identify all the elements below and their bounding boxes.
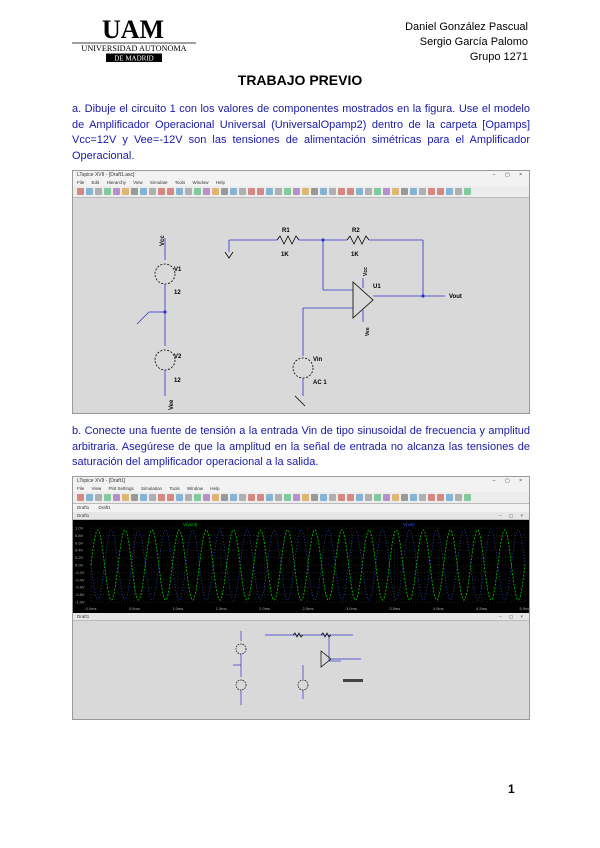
toolbar-tool-icon[interactable] [338, 188, 345, 195]
toolbar-tool-icon[interactable] [329, 494, 336, 501]
toolbar-tool-icon[interactable] [167, 188, 174, 195]
toolbar-tool-icon[interactable] [257, 188, 264, 195]
toolbar-tool-icon[interactable] [194, 494, 201, 501]
toolbar-tool-icon[interactable] [113, 494, 120, 501]
menu-help[interactable]: Help [215, 180, 226, 185]
logo-line1: UNIVERSIDAD AUTONOMA [81, 44, 187, 53]
toolbar-tool-icon[interactable] [419, 188, 426, 195]
ltspice-simulation-screenshot [72, 476, 530, 720]
toolbar-tool-icon[interactable] [158, 494, 165, 501]
toolbar-tool-icon[interactable] [248, 494, 255, 501]
toolbar-tool-icon[interactable] [176, 494, 183, 501]
menu-edit[interactable]: Edit [91, 180, 100, 185]
toolbar-tool-icon[interactable] [86, 188, 93, 195]
logo-line2: DE MADRID [114, 54, 154, 63]
pane-controls[interactable]: – ▢ × [499, 513, 526, 518]
toolbar-tool-icon[interactable] [293, 188, 300, 195]
toolbar-tool-icon[interactable] [239, 188, 246, 195]
toolbar-tool-icon[interactable] [401, 188, 408, 195]
x-tick-label: 0.0ms [85, 606, 97, 611]
toolbar-tool-icon[interactable] [113, 188, 120, 195]
menu-help-2[interactable]: Help [210, 486, 220, 491]
x-tick-label: 4.0ms [432, 606, 444, 611]
waveform-plot[interactable] [73, 520, 529, 613]
toolbar-tool-icon[interactable] [95, 188, 102, 195]
tab-schematic[interactable]: Draft1 [98, 505, 111, 510]
toolbar-tool-icon[interactable] [140, 494, 147, 501]
label-vout: Vout [449, 294, 462, 300]
toolbar-tool-icon[interactable] [104, 494, 111, 501]
y-tick-label: 1.0V [75, 525, 84, 531]
x-tick-label: 2.5ms [302, 606, 314, 611]
y-tick-label: 0.0V [75, 562, 84, 568]
section-a-text: a. Dibuje el circuito 1 con los valores de componentes mostrados en la figura. Use el modelo de Amplificador Operacional Universal (UniversalOpamp2) dentro de la carpeta [Opamps] Vcc=12V y Vee=-12V son las tensiones de alimentación simétricas para el Amplificador Operacional. [72, 103, 530, 162]
toolbar-tool-icon[interactable] [266, 494, 273, 501]
toolbar-tool-icon[interactable] [293, 494, 300, 501]
menu-file-2[interactable]: File [77, 486, 85, 491]
toolbar-tool-icon[interactable] [374, 494, 381, 501]
label-vin: Vin [313, 357, 323, 363]
toolbar-tool-icon[interactable] [275, 188, 282, 195]
toolbar-tool-icon[interactable] [356, 188, 363, 195]
toolbar-tool-icon[interactable] [329, 188, 336, 195]
toolbar-tool-icon[interactable] [185, 188, 192, 195]
schematic-pane-title: Draft1 [77, 614, 90, 619]
trace-label-vout: V(vout) [183, 522, 198, 527]
toolbar-tool-icon[interactable] [212, 494, 219, 501]
toolbar-tool-icon[interactable] [365, 494, 372, 501]
label-u1: U1 [373, 284, 381, 290]
label-vin-value: AC 1 [313, 380, 327, 386]
toolbar-tool-icon[interactable] [410, 494, 417, 501]
menu-bar-2 [73, 485, 529, 492]
toolbar-tool-icon[interactable] [86, 494, 93, 501]
x-tick-label: 5.0ms [519, 606, 531, 611]
toolbar-tool-icon[interactable] [464, 188, 471, 195]
title-bar [73, 171, 529, 179]
toolbar-tool-icon[interactable] [392, 188, 399, 195]
toolbar-tool-icon[interactable] [320, 188, 327, 195]
toolbar-tool-icon[interactable] [176, 188, 183, 195]
x-tick-label: 3.5ms [389, 606, 401, 611]
toolbar-tool-icon[interactable] [464, 494, 471, 501]
x-tick-label: 1.0ms [172, 606, 184, 611]
university-logo [72, 14, 196, 62]
toolbar-tool-icon[interactable] [437, 494, 444, 501]
mini-circuit [73, 621, 529, 719]
toolbar-tool-icon[interactable] [383, 188, 390, 195]
toolbar-tool-icon[interactable] [212, 188, 219, 195]
window-title: LTspice XVII - [Draft1.asc] [77, 172, 135, 178]
toolbar-tool-icon[interactable] [221, 494, 228, 501]
schematic-canvas[interactable] [73, 198, 529, 412]
menu-simulate[interactable]: Simulate [150, 180, 168, 185]
toolbar-tool-icon[interactable] [239, 494, 246, 501]
group-label: Grupo 1271 [469, 51, 528, 63]
page-title: TRABAJO PREVIO [237, 72, 363, 88]
toolbar-tool-icon[interactable] [77, 494, 84, 501]
toolbar-tool-icon[interactable] [428, 188, 435, 195]
toolbar-tool-icon[interactable] [356, 494, 363, 501]
schematic-pane-header [73, 613, 529, 621]
y-tick-label: -0.4V [75, 577, 85, 583]
toolbar-tool-icon[interactable] [338, 494, 345, 501]
toolbar-tool-icon[interactable] [203, 494, 210, 501]
window-controls-2[interactable]: – ▢ × [492, 478, 526, 484]
toolbar-tool-icon[interactable] [149, 494, 156, 501]
y-tick-label: -0.2V [75, 569, 85, 575]
toolbar-tool-icon[interactable] [140, 188, 147, 195]
author-2: Sergio García Palomo [419, 36, 528, 48]
waveform-pane-header [73, 512, 529, 520]
toolbar-tool-icon[interactable] [257, 494, 264, 501]
toolbar-tool-icon[interactable] [185, 494, 192, 501]
waveform-pane-title: Draft1 [77, 513, 90, 518]
toolbar-tool-icon[interactable] [446, 494, 453, 501]
menu-window-2[interactable]: Window [186, 486, 203, 491]
mini-schematic-canvas[interactable] [73, 621, 529, 719]
toolbar-tool-icon[interactable] [302, 188, 309, 195]
label-opamp-vcc: Vcc [363, 267, 369, 276]
window-title-2: LTspice XVII - [Draft1] [77, 478, 126, 484]
toolbar-tool-icon[interactable] [455, 188, 462, 195]
y-tick-label: 0.4V [75, 547, 84, 553]
label-r1: R1 [282, 228, 290, 234]
x-tick-label: 3.0ms [345, 606, 357, 611]
x-tick-label: 0.5ms [128, 606, 140, 611]
toolbar [73, 186, 529, 198]
toolbar-tool-icon[interactable] [95, 494, 102, 501]
toolbar-tool-icon[interactable] [122, 188, 129, 195]
toolbar-tool-icon[interactable] [284, 188, 291, 195]
menu-tools[interactable]: Tools [174, 180, 186, 185]
toolbar-2 [73, 492, 529, 504]
toolbar-tool-icon[interactable] [131, 188, 138, 195]
toolbar-tool-icon[interactable] [122, 494, 129, 501]
label-r2-value: 1K [351, 252, 359, 258]
toolbar-tool-icon[interactable] [419, 494, 426, 501]
x-tick-label: 1.5ms [215, 606, 227, 611]
label-vee: Vee [169, 399, 175, 410]
tab-bar [73, 504, 529, 512]
label-v2-value: 12 [174, 378, 181, 384]
logo-letters: UAM [102, 15, 165, 44]
menu-view[interactable]: View [133, 180, 143, 185]
y-tick-label: -0.6V [75, 584, 85, 590]
menu-simulation[interactable]: Simulation [141, 486, 163, 491]
toolbar-tool-icon[interactable] [77, 188, 84, 195]
toolbar-tool-icon[interactable] [284, 494, 291, 501]
menu-plot-settings[interactable]: Plot Settings [108, 486, 134, 491]
toolbar-tool-icon[interactable] [158, 188, 165, 195]
authors-block [405, 20, 528, 65]
toolbar-tool-icon[interactable] [194, 188, 201, 195]
y-tick-label: 0.6V [75, 540, 84, 546]
y-tick-label: -1.0V [75, 599, 85, 605]
label-r1-value: 1K [281, 252, 289, 258]
toolbar-tool-icon[interactable] [230, 188, 237, 195]
toolbar-tool-icon[interactable] [392, 494, 399, 501]
author-1: Daniel González Pascual [405, 21, 528, 33]
trace-label-vin: V(vin) [403, 522, 415, 527]
toolbar-tool-icon[interactable] [248, 188, 255, 195]
toolbar-tool-icon[interactable] [266, 188, 273, 195]
section-b-text: b. Conecte una fuente de tensión a la entrada Vin de tipo sinusoidal de frecuencia y amplitud arbitraria. Asegúrese de que la amplitud en la señal de entrada no alcanza las tensiones de saturación del amplificador operacional a la salida. [72, 425, 530, 469]
toolbar-tool-icon[interactable] [104, 188, 111, 195]
menu-view-2[interactable]: View [91, 486, 102, 491]
menu-bar [73, 179, 529, 186]
toolbar-tool-icon[interactable] [311, 494, 318, 501]
toolbar-tool-icon[interactable] [320, 494, 327, 501]
toolbar-tool-icon[interactable] [302, 494, 309, 501]
toolbar-tool-icon[interactable] [131, 494, 138, 501]
toolbar-tool-icon[interactable] [383, 494, 390, 501]
toolbar-tool-icon[interactable] [149, 188, 156, 195]
toolbar-tool-icon[interactable] [347, 188, 354, 195]
menu-window[interactable]: Window [192, 180, 209, 185]
toolbar-tool-icon[interactable] [203, 188, 210, 195]
x-tick-label: 2.0ms [259, 606, 271, 611]
waveform-svg [73, 520, 529, 613]
toolbar-tool-icon[interactable] [428, 494, 435, 501]
toolbar-tool-icon[interactable] [221, 188, 228, 195]
toolbar-tool-icon[interactable] [374, 188, 381, 195]
ltspice-schematic-screenshot [72, 170, 530, 414]
label-v2: V2 [174, 354, 182, 360]
toolbar-tool-icon[interactable] [347, 494, 354, 501]
label-vcc: Vcc [160, 235, 166, 246]
menu-hierarchy[interactable]: Hierarchy [106, 180, 126, 185]
tab-waveform[interactable]: Draft1 [77, 505, 90, 510]
y-tick-label: -0.8V [75, 592, 85, 598]
y-tick-label: 0.8V [75, 532, 84, 538]
label-v1-value: 12 [174, 290, 181, 296]
toolbar-tool-icon[interactable] [455, 494, 462, 501]
toolbar-tool-icon[interactable] [167, 494, 174, 501]
menu-tools-2[interactable]: Tools [169, 486, 180, 491]
toolbar-tool-icon[interactable] [365, 188, 372, 195]
menu-file[interactable]: File [77, 180, 85, 185]
circuit-diagram [73, 198, 529, 412]
y-tick-label: 0.2V [75, 555, 84, 561]
page-number: 1 [508, 782, 515, 796]
toolbar-tool-icon[interactable] [446, 188, 453, 195]
toolbar-tool-icon[interactable] [311, 188, 318, 195]
label-r2: R2 [352, 228, 360, 234]
toolbar-tool-icon[interactable] [401, 494, 408, 501]
pane-controls-2[interactable]: – ▢ × [499, 614, 526, 619]
label-opamp-vee: Vee [365, 327, 371, 336]
x-tick-label: 4.5ms [476, 606, 488, 611]
title-bar-2 [73, 477, 529, 485]
toolbar-tool-icon[interactable] [410, 188, 417, 195]
label-v1: V1 [174, 267, 182, 273]
toolbar-tool-icon[interactable] [275, 494, 282, 501]
window-controls[interactable]: – ▢ × [492, 172, 526, 178]
toolbar-tool-icon[interactable] [437, 188, 444, 195]
toolbar-tool-icon[interactable] [230, 494, 237, 501]
